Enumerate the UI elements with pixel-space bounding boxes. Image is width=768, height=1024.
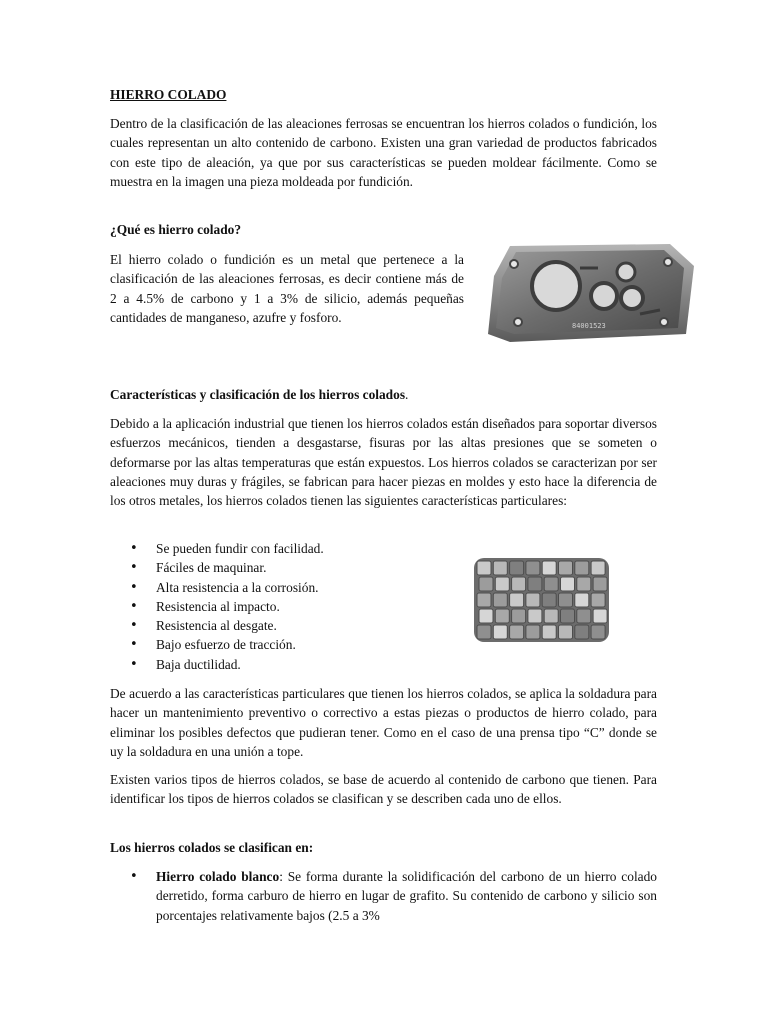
- classification-text: : Se forma durante la solidificación del carbono de un hierro colado derretido, forma carburo de hierro en lugar de grafito. Su contenido de carbono y silicio son porcentajes relativamente bajos (2.5 a 3%: [156, 869, 658, 923]
- list-item: • Bajo esfuerzo de tracción.: [110, 635, 440, 654]
- metal-cubes-drawing: [474, 558, 609, 642]
- metal-cube: [512, 577, 526, 591]
- classification-list: [110, 867, 657, 925]
- list-item: • Baja ductilidad.: [110, 655, 440, 674]
- metal-cube: [510, 561, 524, 575]
- characteristics-list: [110, 539, 440, 674]
- metal-cube: [575, 593, 589, 607]
- metal-cube: [477, 593, 491, 607]
- metal-cube: [495, 609, 509, 623]
- part-code-label: 84001523: [572, 322, 606, 330]
- cast-iron-part-image: [480, 238, 704, 346]
- document-title: HIERRO COLADO: [110, 87, 227, 102]
- metal-cube: [477, 625, 491, 639]
- metal-cube: [577, 609, 591, 623]
- metal-cube: [526, 625, 540, 639]
- what-is-heading: ¿Qué es hierro colado?: [110, 222, 242, 237]
- metal-cube: [493, 625, 507, 639]
- metal-cube: [542, 625, 556, 639]
- metal-cube: [510, 625, 524, 639]
- list-item: • Alta resistencia a la corrosión.: [110, 578, 440, 597]
- metal-cube: [542, 561, 556, 575]
- cast-iron-part-drawing: [480, 238, 704, 346]
- metal-cube: [559, 561, 573, 575]
- metal-cube: [495, 577, 509, 591]
- metal-cube: [528, 609, 542, 623]
- metal-cube: [479, 577, 493, 591]
- metal-cube: [510, 593, 524, 607]
- characteristics-heading-period: .: [405, 387, 409, 402]
- classification-item: [110, 867, 657, 925]
- metal-cube: [593, 577, 607, 591]
- metal-cube: [479, 609, 493, 623]
- welding-paragraph: De acuerdo a las características particulares que tienen los hierros colados, se aplica la soldadura para hacer un mantenimiento preventivo o correctivo a estas piezas o productos de hierro colado, para eliminar los posibles defectos que pudieran tener. Como en el caso de una prensa tipo “C” donde se uy la soldadura en una unión a tope.: [110, 686, 657, 759]
- metal-cube: [477, 561, 491, 575]
- metal-cube: [526, 593, 540, 607]
- metal-cube: [575, 561, 589, 575]
- metal-cube: [512, 609, 526, 623]
- metal-cube: [593, 609, 607, 623]
- metal-cube: [577, 577, 591, 591]
- metal-cube: [591, 593, 605, 607]
- list-item: • Resistencia al impacto.: [110, 597, 440, 616]
- metal-cube: [591, 561, 605, 575]
- metal-cube: [559, 593, 573, 607]
- metal-cube: [561, 577, 575, 591]
- characteristics-heading-text: Características y clasificación de los hierros colados: [110, 387, 406, 402]
- metal-cube: [493, 561, 507, 575]
- metal-cube: [528, 577, 542, 591]
- what-is-paragraph: El hierro colado o fundición es un metal que pertenece a la clasificación de las aleaciones ferrosas, es decir contiene más de 2 a 4.5% de carbono y 1 a 3% de silicio, además pequeñas cantidades de manganeso, azufre y fosforo.: [110, 252, 464, 325]
- metal-cube: [559, 625, 573, 639]
- metal-cubes-image: [474, 558, 609, 642]
- metal-cube: [561, 609, 575, 623]
- types-paragraph: Existen varios tipos de hierros colados, se base de acuerdo al contenido de carbono que tienen. Para identificar los tipos de hierros colados se clasifican y se describen cada uno de ellos.: [110, 772, 657, 807]
- characteristics-paragraph: Debido a la aplicación industrial que tienen los hierros colados están diseñados para soportar diversos esfuerzos mecánicos, tienden a desgastarse, fisuras por las altas presiones que se someten o deformarse por las altas temperaturas que están expuestos. Los hierros colados se caracterizan por ser aleaciones muy duras y frágiles, se fabrican para hacer piezas en moldes y esto hace la diferencia de los otros metales, los hierros colados tienen las siguientes características particulares:: [110, 416, 657, 509]
- list-item: • Fáciles de maquinar.: [110, 558, 440, 577]
- metal-cube: [544, 577, 558, 591]
- intro-paragraph: Dentro de la clasificación de las aleaciones ferrosas se encuentran los hierros colados o fundición, los cuales representan un alto contenido de carbono. Existen una gran variedad de productos fabricados con este tipo de aleación, ya que por sus características se pueden moldear fácilmente. Como se muestra en la imagen una pieza moldeada por fundición.: [110, 116, 657, 189]
- classification-heading: Los hierros colados se clasifican en:: [110, 840, 314, 855]
- classification-term: Hierro colado blanco: [156, 869, 280, 884]
- metal-cube: [544, 609, 558, 623]
- metal-cube: [493, 593, 507, 607]
- metal-cube: [591, 625, 605, 639]
- list-item: • Se pueden fundir con facilidad.: [110, 539, 440, 558]
- list-item: • Resistencia al desgate.: [110, 616, 440, 635]
- metal-cube: [526, 561, 540, 575]
- metal-cube: [575, 625, 589, 639]
- metal-cube: [542, 593, 556, 607]
- characteristics-heading: [110, 385, 657, 404]
